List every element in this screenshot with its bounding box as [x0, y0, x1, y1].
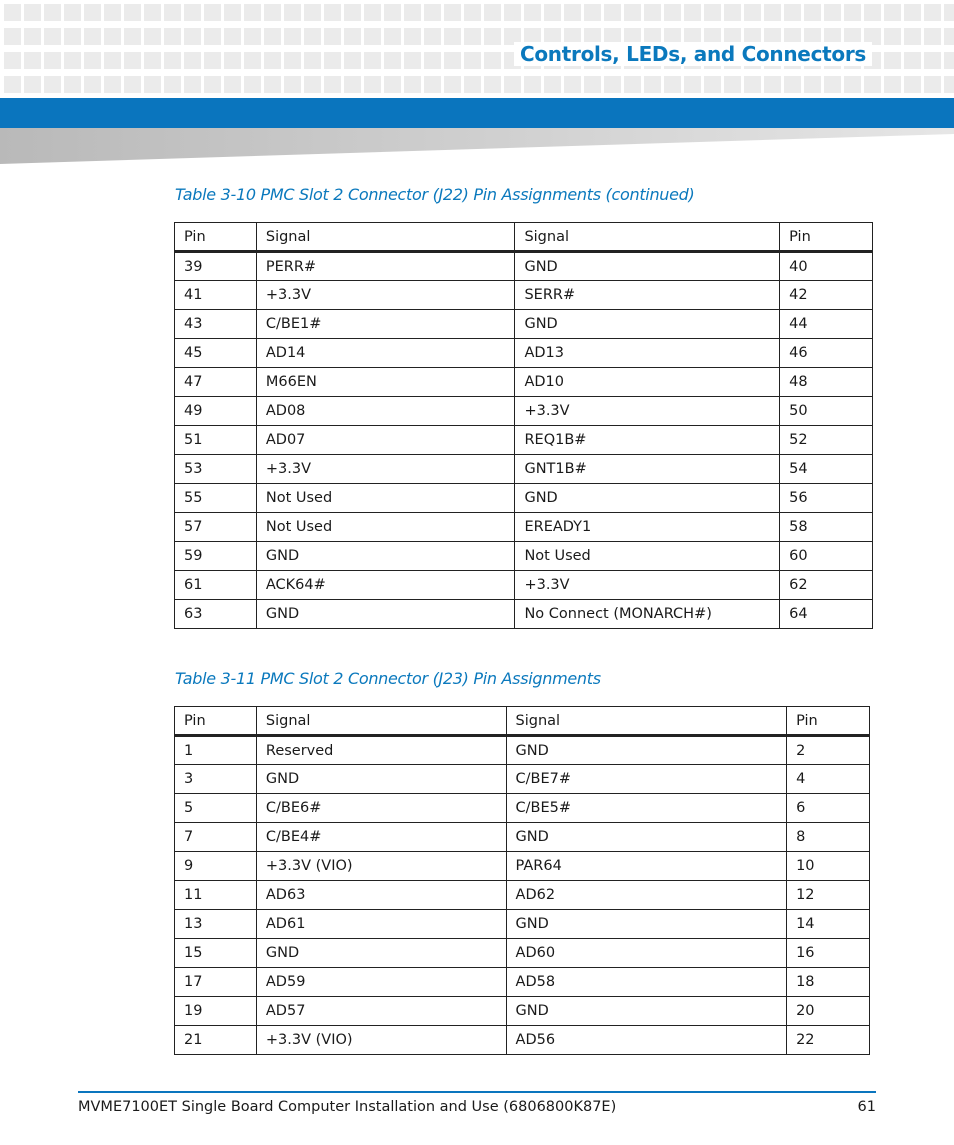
header-pattern-tile: [4, 76, 21, 93]
signal-cell: C/BE5#: [506, 794, 787, 823]
pin-cell: 40: [780, 252, 873, 281]
pin-cell: 7: [175, 823, 257, 852]
header-pattern-tile: [24, 76, 41, 93]
column-header-pin: Pin: [175, 707, 257, 736]
header-pattern-tile: [584, 4, 601, 21]
header-pattern-tile: [744, 4, 761, 21]
pin-cell: 51: [175, 426, 257, 455]
header-pattern-tile: [344, 28, 361, 45]
header-pattern-tile: [884, 52, 901, 69]
header-pattern-tile: [184, 4, 201, 21]
pin-cell: 16: [787, 939, 870, 968]
header-pattern-tile: [164, 76, 181, 93]
pin-cell: 17: [175, 968, 257, 997]
table-row: [175, 823, 870, 852]
pin-cell: 22: [787, 1026, 870, 1055]
header-pattern-tile: [864, 76, 881, 93]
header-pattern-tile: [384, 28, 401, 45]
header-pattern-tile: [924, 76, 941, 93]
header-pattern-tile: [264, 52, 281, 69]
pin-cell: 59: [175, 542, 257, 571]
signal-cell: AD59: [256, 968, 506, 997]
header-pattern-tile: [504, 4, 521, 21]
header-pattern-tile: [84, 52, 101, 69]
header-pattern-tile: [64, 4, 81, 21]
signal-cell: AD56: [506, 1026, 787, 1055]
header-pattern-tile: [144, 4, 161, 21]
header-pattern-tile: [44, 4, 61, 21]
header-pattern-tile: [464, 28, 481, 45]
pin-cell: 15: [175, 939, 257, 968]
header-pattern-tile: [424, 28, 441, 45]
table-row: [175, 484, 873, 513]
table-row: [175, 542, 873, 571]
header-pattern-tile: [404, 4, 421, 21]
signal-cell: GND: [515, 310, 780, 339]
header-pattern-tile: [884, 4, 901, 21]
header-pattern-tile: [244, 76, 261, 93]
signal-cell: AD57: [256, 997, 506, 1026]
footer-document-title: MVME7100ET Single Board Computer Installation and Use (6806800K87E): [78, 1099, 617, 1115]
table-row: [175, 736, 870, 765]
header-pattern-tile: [4, 28, 21, 45]
header-grey-wedge: [0, 128, 954, 164]
header-pattern-tile: [164, 4, 181, 21]
pin-cell: 60: [780, 542, 873, 571]
header-pattern-tile: [844, 4, 861, 21]
header-pattern-tile: [104, 76, 121, 93]
header-pattern-tile: [564, 4, 581, 21]
signal-cell: GND: [256, 600, 515, 629]
header-pattern-tile: [224, 4, 241, 21]
pin-table-j23: [174, 706, 870, 1055]
signal-cell: +3.3V (VIO): [256, 852, 506, 881]
header-pattern-tile: [904, 52, 921, 69]
header-pattern-tile: [364, 28, 381, 45]
pin-cell: 58: [780, 513, 873, 542]
signal-cell: C/BE7#: [506, 765, 787, 794]
header-blue-band: [0, 98, 954, 128]
table-row: [175, 310, 873, 339]
table-row: [175, 426, 873, 455]
header-pattern-tile: [184, 52, 201, 69]
header-pattern-tile: [44, 76, 61, 93]
signal-cell: C/BE4#: [256, 823, 506, 852]
header-pattern-tile: [264, 76, 281, 93]
header-pattern-tile: [104, 28, 121, 45]
header-pattern-tile: [264, 4, 281, 21]
header-pattern-tile: [164, 52, 181, 69]
pin-cell: 50: [780, 397, 873, 426]
pin-cell: 64: [780, 600, 873, 629]
header-pattern-tile: [144, 28, 161, 45]
header-pattern-tile: [124, 52, 141, 69]
signal-cell: Not Used: [256, 513, 515, 542]
header-pattern-tile: [604, 4, 621, 21]
header-pattern-tile: [484, 52, 501, 69]
pin-cell: 49: [175, 397, 257, 426]
header-pattern-tile: [264, 28, 281, 45]
table-row: [175, 997, 870, 1026]
header-pattern-tile: [424, 52, 441, 69]
header-pattern-tile: [924, 52, 941, 69]
header-pattern-tile: [504, 76, 521, 93]
header-pattern-tile: [324, 76, 341, 93]
signal-cell: AD60: [506, 939, 787, 968]
signal-cell: GND: [256, 939, 506, 968]
header-pattern-tile: [664, 76, 681, 93]
header-pattern-tile: [244, 28, 261, 45]
pin-cell: 52: [780, 426, 873, 455]
pin-cell: 1: [175, 736, 257, 765]
pin-cell: 6: [787, 794, 870, 823]
header-pattern-tile: [904, 28, 921, 45]
signal-cell: AD08: [256, 397, 515, 426]
signal-cell: +3.3V: [515, 571, 780, 600]
header-pattern-tile: [4, 52, 21, 69]
header-pattern-tile: [244, 4, 261, 21]
signal-cell: AD14: [256, 339, 515, 368]
header-pattern-tile: [304, 52, 321, 69]
header-pattern-tile: [64, 52, 81, 69]
signal-cell: AD13: [515, 339, 780, 368]
header-pattern-tile: [444, 76, 461, 93]
header-pattern-tile: [724, 76, 741, 93]
header-pattern-tile: [324, 52, 341, 69]
header-pattern-tile: [284, 28, 301, 45]
header-pattern-tile: [324, 4, 341, 21]
table-row: [175, 281, 873, 310]
table-row: [175, 339, 873, 368]
pin-cell: 41: [175, 281, 257, 310]
pin-cell: 55: [175, 484, 257, 513]
header-pattern-tile: [744, 76, 761, 93]
header-pattern-tile: [44, 28, 61, 45]
header-pattern-tile: [384, 76, 401, 93]
header-pattern-tile: [344, 52, 361, 69]
signal-cell: EREADY1: [515, 513, 780, 542]
header-pattern-tile: [24, 4, 41, 21]
header-pattern-tile: [524, 4, 541, 21]
header-pattern-tile: [304, 76, 321, 93]
header-pattern-tile: [904, 4, 921, 21]
column-header-pin: Pin: [175, 223, 257, 252]
signal-cell: AD61: [256, 910, 506, 939]
header-pattern-tile: [784, 76, 801, 93]
header-pattern-tile: [484, 4, 501, 21]
pin-cell: 57: [175, 513, 257, 542]
header-pattern-tile: [344, 76, 361, 93]
signal-cell: GND: [256, 542, 515, 571]
signal-cell: M66EN: [256, 368, 515, 397]
header-pattern-tile: [864, 4, 881, 21]
header-pattern-tile: [424, 76, 441, 93]
column-header-signal: Signal: [515, 223, 780, 252]
pin-cell: 8: [787, 823, 870, 852]
header-pattern-tile: [564, 76, 581, 93]
header-pattern-tile: [484, 76, 501, 93]
table-row: [175, 513, 873, 542]
pin-cell: 2: [787, 736, 870, 765]
header-pattern-tile: [444, 28, 461, 45]
header-pattern-tile: [24, 28, 41, 45]
pin-cell: 62: [780, 571, 873, 600]
pin-cell: 10: [787, 852, 870, 881]
header-pattern-tile: [444, 52, 461, 69]
header-pattern-tile: [664, 4, 681, 21]
signal-cell: C/BE6#: [256, 794, 506, 823]
table-3-10-caption: Table 3-10 PMC Slot 2 Connector (J22) Pin Assignments (continued): [175, 185, 695, 204]
header-pattern-tile: [404, 76, 421, 93]
header-pattern-tile: [284, 76, 301, 93]
signal-cell: GND: [515, 252, 780, 281]
pin-cell: 12: [787, 881, 870, 910]
header-pattern-tile: [164, 28, 181, 45]
pin-cell: 46: [780, 339, 873, 368]
header-pattern-tile: [704, 76, 721, 93]
column-header-pin: Pin: [780, 223, 873, 252]
table-row: [175, 600, 873, 629]
signal-cell: +3.3V: [256, 455, 515, 484]
header-pattern-tile: [884, 28, 901, 45]
header-pattern-tile: [424, 4, 441, 21]
header-pattern-tile: [204, 76, 221, 93]
signal-cell: C/BE1#: [256, 310, 515, 339]
header-pattern-tile: [224, 76, 241, 93]
header-pattern-tile: [364, 52, 381, 69]
column-header-pin: Pin: [787, 707, 870, 736]
header-pattern-tile: [344, 4, 361, 21]
signal-cell: GND: [515, 484, 780, 513]
header-pattern-tile: [624, 76, 641, 93]
header-pattern-tile: [584, 76, 601, 93]
footer-rule: [78, 1091, 876, 1093]
header-pattern-tile: [224, 52, 241, 69]
header-pattern-tile: [384, 52, 401, 69]
header-pattern-tile: [944, 28, 954, 45]
column-header-signal: Signal: [506, 707, 787, 736]
header-pattern-tile: [364, 76, 381, 93]
header-pattern-tile: [764, 76, 781, 93]
header-pattern-tile: [924, 28, 941, 45]
signal-cell: ACK64#: [256, 571, 515, 600]
header-pattern-tile: [544, 4, 561, 21]
signal-cell: PERR#: [256, 252, 515, 281]
header-pattern-tile: [284, 4, 301, 21]
signal-cell: +3.3V: [515, 397, 780, 426]
header-pattern-tile: [404, 52, 421, 69]
header-pattern-tile: [64, 76, 81, 93]
pin-cell: 4: [787, 765, 870, 794]
table-row: [175, 765, 870, 794]
signal-cell: Reserved: [256, 736, 506, 765]
header-pattern-tile: [124, 28, 141, 45]
header-pattern-tile: [224, 28, 241, 45]
header-pattern-tile: [304, 28, 321, 45]
pin-cell: 53: [175, 455, 257, 484]
header-pattern-tile: [924, 4, 941, 21]
header-pattern-tile: [724, 4, 741, 21]
header-pattern-tile: [944, 4, 954, 21]
column-header-signal: Signal: [256, 223, 515, 252]
header-pattern-tile: [944, 52, 954, 69]
table-row: [175, 852, 870, 881]
header-pattern-tile: [284, 52, 301, 69]
signal-cell: +3.3V: [256, 281, 515, 310]
header-pattern-tile: [44, 52, 61, 69]
page-header-title: Controls, LEDs, and Connectors: [514, 42, 872, 66]
table-row: [175, 368, 873, 397]
table-3-11-caption: Table 3-11 PMC Slot 2 Connector (J23) Pin Assignments: [175, 669, 601, 688]
header-pattern-tile: [644, 4, 661, 21]
header-pattern-tile: [204, 52, 221, 69]
header-pattern-tile: [144, 76, 161, 93]
pin-cell: 18: [787, 968, 870, 997]
signal-cell: GND: [506, 910, 787, 939]
header-pattern-tile: [84, 4, 101, 21]
header-pattern-tile: [384, 4, 401, 21]
header-pattern-tile: [64, 28, 81, 45]
signal-cell: GNT1B#: [515, 455, 780, 484]
header-pattern-tile: [704, 4, 721, 21]
header-pattern-tile: [944, 76, 954, 93]
header-pattern-tile: [804, 4, 821, 21]
signal-cell: +3.3V (VIO): [256, 1026, 506, 1055]
pin-cell: 56: [780, 484, 873, 513]
table-row: [175, 794, 870, 823]
header-pattern-tile: [144, 52, 161, 69]
header-pattern-tile: [684, 76, 701, 93]
header-pattern-tile: [364, 4, 381, 21]
header-pattern-tile: [884, 76, 901, 93]
header-pattern-tile: [104, 52, 121, 69]
pin-cell: 48: [780, 368, 873, 397]
pin-cell: 42: [780, 281, 873, 310]
pin-cell: 63: [175, 600, 257, 629]
header-pattern-tile: [544, 76, 561, 93]
table-row: [175, 455, 873, 484]
table-row: [175, 571, 873, 600]
header-pattern-tile: [464, 4, 481, 21]
header-pattern-tile: [904, 76, 921, 93]
header-pattern-tile: [644, 76, 661, 93]
header-pattern-tile: [404, 28, 421, 45]
pin-cell: 47: [175, 368, 257, 397]
pin-cell: 20: [787, 997, 870, 1026]
table-header-row: [175, 223, 873, 252]
pin-cell: 44: [780, 310, 873, 339]
signal-cell: PAR64: [506, 852, 787, 881]
pin-cell: 54: [780, 455, 873, 484]
pin-cell: 14: [787, 910, 870, 939]
header-pattern-tile: [204, 4, 221, 21]
signal-cell: AD07: [256, 426, 515, 455]
header-pattern-tile: [304, 4, 321, 21]
header-pattern-tile: [604, 76, 621, 93]
header-pattern-tile: [124, 76, 141, 93]
signal-cell: GND: [506, 823, 787, 852]
header-pattern-tile: [444, 4, 461, 21]
pin-cell: 3: [175, 765, 257, 794]
header-pattern-tile: [464, 76, 481, 93]
table-row: [175, 881, 870, 910]
header-pattern-tile: [524, 76, 541, 93]
header-pattern-tile: [624, 4, 641, 21]
header-pattern-tile: [824, 4, 841, 21]
header-pattern-tile: [804, 76, 821, 93]
pin-cell: 21: [175, 1026, 257, 1055]
signal-cell: REQ1B#: [515, 426, 780, 455]
signal-cell: AD10: [515, 368, 780, 397]
header-pattern-tile: [124, 4, 141, 21]
signal-cell: Not Used: [256, 484, 515, 513]
signal-cell: No Connect (MONARCH#): [515, 600, 780, 629]
header-pattern-tile: [464, 52, 481, 69]
footer-page-number: 61: [857, 1099, 876, 1115]
signal-cell: GND: [506, 736, 787, 765]
header-pattern-tile: [84, 76, 101, 93]
table-row: [175, 910, 870, 939]
signal-cell: AD58: [506, 968, 787, 997]
header-pattern-tile: [324, 28, 341, 45]
pin-cell: 19: [175, 997, 257, 1026]
signal-cell: Not Used: [515, 542, 780, 571]
table-header-row: [175, 707, 870, 736]
header-pattern-tile: [184, 28, 201, 45]
header-pattern-tile: [784, 4, 801, 21]
table-row: [175, 252, 873, 281]
table-row: [175, 1026, 870, 1055]
signal-cell: GND: [506, 997, 787, 1026]
header-pattern-tile: [24, 52, 41, 69]
signal-cell: GND: [256, 765, 506, 794]
header-pattern-tile: [484, 28, 501, 45]
header-pattern-tile: [764, 4, 781, 21]
pin-cell: 9: [175, 852, 257, 881]
signal-cell: AD62: [506, 881, 787, 910]
table-row: [175, 968, 870, 997]
column-header-signal: Signal: [256, 707, 506, 736]
pin-table-j22: [174, 222, 873, 629]
signal-cell: SERR#: [515, 281, 780, 310]
table-row: [175, 939, 870, 968]
header-pattern-tile: [244, 52, 261, 69]
table-row: [175, 397, 873, 426]
header-pattern-tile: [184, 76, 201, 93]
header-pattern-tile: [844, 76, 861, 93]
header-pattern-tile: [684, 4, 701, 21]
pin-cell: 45: [175, 339, 257, 368]
header-pattern-tile: [104, 4, 121, 21]
pin-cell: 5: [175, 794, 257, 823]
signal-cell: AD63: [256, 881, 506, 910]
header-pattern-tile: [84, 28, 101, 45]
header-pattern-tile: [4, 4, 21, 21]
header-pattern-tile: [204, 28, 221, 45]
pin-cell: 61: [175, 571, 257, 600]
pin-cell: 43: [175, 310, 257, 339]
header-pattern-tile: [824, 76, 841, 93]
pin-cell: 39: [175, 252, 257, 281]
pin-cell: 11: [175, 881, 257, 910]
pin-cell: 13: [175, 910, 257, 939]
